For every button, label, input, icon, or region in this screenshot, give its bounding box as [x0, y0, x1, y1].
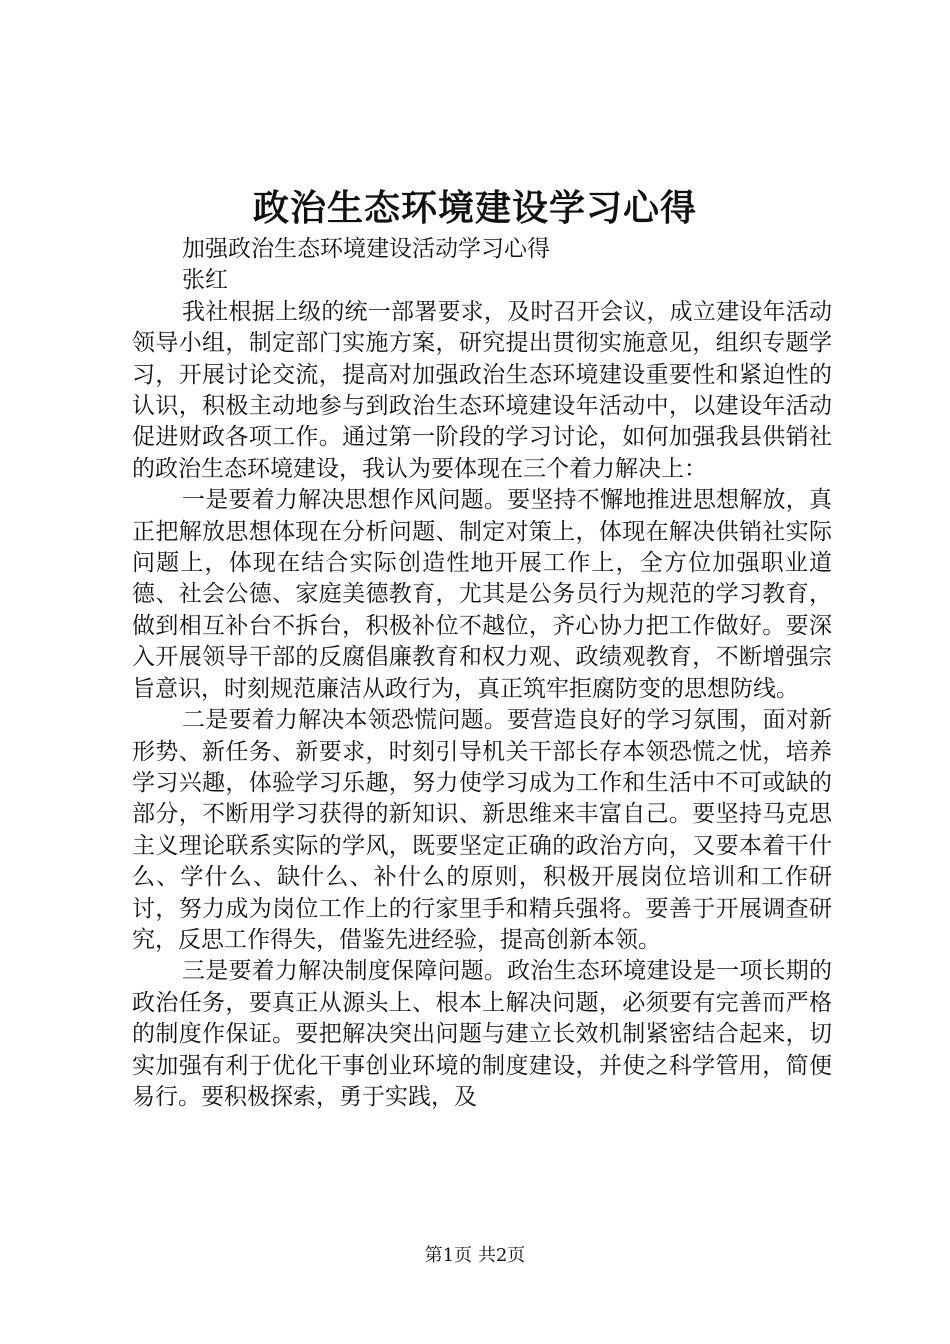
page-number-footer: 第1页 共2页: [424, 1245, 526, 1266]
paragraph-intro: 我社根据上级的统一部署要求，及时召开会议，成立建设年活动领导小组，制定部门实施方案，研究提出贯彻实施意见，组织专题学习，开展讨论交流，提高对加强政治生态环境建设重要性和紧迫性的认识，积极主动地参与到政治生态环境建设年活动中，以建设年活动促进财政各项工作。通过第一阶段的学习讨论，如何加强我县供销社的政治生态环境建设，我认为要体现在三个着力解决上：: [132, 298, 832, 482]
document-author: 张红: [182, 267, 228, 294]
document-title: 政治生态环境建设学习心得: [252, 187, 697, 229]
document-subtitle: 加强政治生态环境建设活动学习心得: [182, 236, 550, 262]
document-body: [132, 234, 832, 1113]
paragraph-second-point: 二是要着力解决本领恐慌问题。要营造良好的学习氛围，面对新形势、新任务、新要求，时刻引导机关干部长存本领恐慌之忧，培养学习兴趣，体验学习乐趣，努力使学习成为工作和生活中不可或缺的部分，不断用学习获得的新知识、新思维来丰富自己。要坚持马克思主义理论联系实际的学风，既要坚定正确的政治方向，又要本着干什么、学什么、缺什么、补什么的原则，积极开展岗位培训和工作研讨，努力成为岗位工作上的行家里手和精兵强将。要善于开展调查研究，反思工作得失，借鉴先进经验，提高创新本领。: [132, 707, 832, 953]
paragraph-third-point: 三是要着力解决制度保障问题。政治生态环境建设是一项长期的政治任务，要真正从源头上、根本上解决问题，必须要有完善而严格的制度作保证。要把解决突出问题与建立长效机制紧密结合起来，切实加强有利于优化干事创业环境的制度建设，并使之科学管用，简便易行。要积极探索，勇于实践，及: [132, 958, 832, 1110]
paragraph-first-point: 一是要着力解决思想作风问题。要坚持不懈地推进思想解放，真正把解放思想体现在分析问题、制定对策上，体现在解决供销社实际问题上，体现在结合实际创造性地开展工作上，全方位加强职业道德、社会公德、家庭美德教育，尤其是公务员行为规范的学习教育，做到相互补台不拆台，积极补位不越位，齐心协力把工作做好。要深入开展领导干部的反腐倡廉教育和权力观、政绩观教育，不断增强宗旨意识，时刻规范廉洁从政行为，真正筑牢拒腐防变的思想防线。: [132, 487, 832, 702]
